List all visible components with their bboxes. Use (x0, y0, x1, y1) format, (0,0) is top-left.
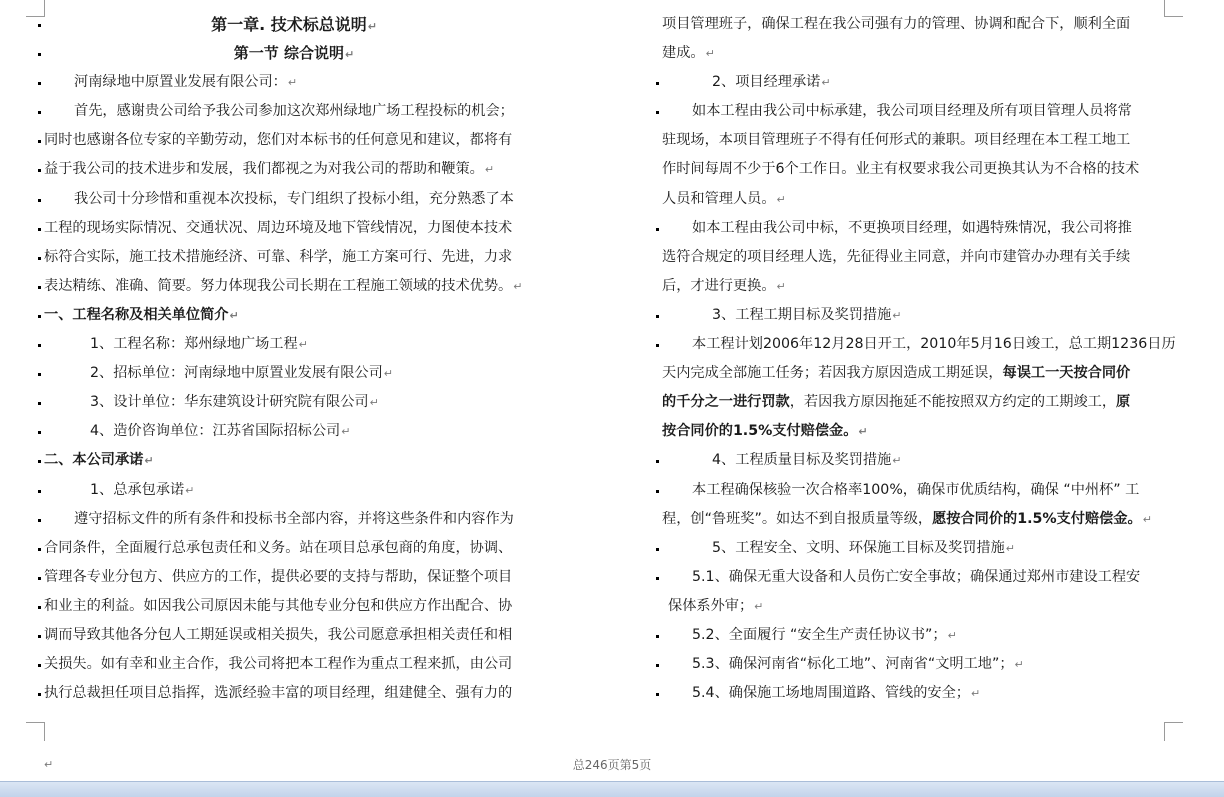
text-line (662, 621, 1172, 650)
status-bar (0, 781, 1224, 797)
line-text: 管理各专业分包方、供应方的工作，提供必要的支持与帮助，保证整个项目 (44, 568, 513, 585)
line-text: 驻现场，本项目管理班子不得有任何形式的兼职。项目经理在本工程工地工 (662, 132, 1131, 149)
text-line (44, 505, 544, 534)
text-line (44, 621, 544, 650)
text-line (662, 68, 1172, 97)
text-line (44, 97, 544, 126)
text-line (662, 155, 1172, 184)
line-text: 5.2、全面履行 “安全生产责任协议书”； (692, 626, 947, 643)
text-line (662, 10, 1172, 39)
line-text: 2、项目经理承诺 (712, 74, 821, 91)
text-line (44, 359, 544, 388)
text-line (662, 214, 1172, 243)
line-text: 建成。 (662, 45, 705, 62)
text-line (662, 301, 1172, 330)
line-text: 执行总裁担任项目总指挥，选派经验丰富的项目经理，组建健全、强有力的 (44, 685, 513, 702)
text-line (662, 446, 1172, 475)
right-text-column[interactable] (662, 10, 1176, 708)
line-text: 项目管理班子，确保工程在我公司强有力的管理、协调和配合下，顺利全面 (662, 16, 1131, 32)
line-text: 5、工程安全、文明、环保施工目标及奖罚措施 (712, 539, 1005, 556)
line-text-part: ，若因我方原因拖延不能按照双方约定的工期竣工， (789, 394, 1117, 411)
paragraph-mark: ↵ (947, 628, 957, 642)
line-text: 我公司十分珍惜和重视本次投标，专门组织了投标小组，充分熟悉了本 (74, 190, 514, 207)
paragraph-mark: ↵ (892, 454, 902, 468)
paragraph-mark: ↵ (776, 192, 786, 206)
text-line (662, 330, 1176, 359)
text-line (44, 446, 544, 475)
line-text: 1、工程名称：郑州绿地广场工程 (90, 336, 298, 353)
text-line (44, 126, 544, 155)
text-line (44, 243, 544, 272)
line-text-part: 愿按合同价的1.5%支付赔偿金。 (932, 510, 1142, 527)
paragraph-mark: ↵ (44, 758, 54, 771)
text-line (662, 650, 1172, 679)
text-line (44, 10, 544, 39)
paragraph-mark: ↵ (229, 308, 239, 322)
text-line (662, 592, 1172, 621)
left-text-column[interactable] (44, 10, 544, 708)
text-line (44, 417, 544, 446)
line-text: 二、本公司承诺 (44, 452, 144, 469)
text-line (662, 97, 1172, 126)
line-text: 河南绿地中原置业发展有限公司： (74, 74, 287, 91)
line-text: 表达精练、准确、简要。努力体现我公司长期在工程施工领域的技术优势。 (44, 277, 513, 294)
line-text-part: 的千分之一进行罚款 (662, 394, 790, 411)
text-line (44, 155, 544, 184)
text-line (662, 534, 1172, 563)
text-line (662, 563, 1172, 592)
line-text: 选符合规定的项目经理人选，先征得业主同意，并向市建管办办理有关手续 (662, 248, 1131, 265)
margin-corner-bottom-left (26, 722, 45, 741)
line-text: 1、总承包承诺 (90, 481, 185, 498)
text-line (44, 534, 544, 563)
margin-corner-top-left (26, 0, 45, 17)
text-line (662, 417, 1172, 446)
paragraph-mark: ↵ (383, 367, 393, 381)
line-text: 4、工程质量目标及奖罚措施 (712, 452, 892, 469)
line-text: 第一章. 技术标总说明 (211, 15, 367, 34)
line-text: 工程的现场实际情况、交通状况、周边环境及地下管线情况，力图使本技术 (44, 219, 513, 236)
margin-corner-bottom-right (1164, 722, 1183, 741)
text-line (44, 68, 544, 97)
text-line (662, 39, 1172, 68)
text-line (662, 359, 1172, 388)
text-line (44, 563, 544, 592)
paragraph-mark: ↵ (185, 483, 195, 497)
line-text-part: 程，创“鲁班奖”。如达不到自报质量等级， (662, 510, 933, 527)
paragraph-mark: ↵ (298, 338, 308, 352)
text-line (44, 301, 544, 330)
paragraph-mark: ↵ (345, 48, 355, 62)
text-line (662, 126, 1172, 155)
paragraph-mark: ↵ (892, 308, 902, 322)
text-line (44, 650, 544, 679)
line-text: 合同条件，全面履行总承包责任和义务。站在项目总承包商的角度，协调、 (44, 539, 513, 556)
text-line (44, 388, 544, 417)
text-line (44, 272, 544, 301)
line-text: 遵守招标文件的所有条件和投标书全部内容，并将这些条件和内容作为 (74, 510, 514, 527)
paragraph-mark: ↵ (369, 396, 379, 410)
line-text: 人员和管理人员。 (662, 190, 776, 207)
line-text: 第一节 综合说明 (233, 44, 344, 63)
line-text-part: 天内完成全部施工任务；若因我方原因造成工期延误， (662, 365, 1003, 382)
paragraph-mark: ↵ (821, 76, 831, 90)
paragraph-mark: ↵ (1014, 658, 1024, 672)
line-text: 如本工程由我公司中标承建，我公司项目经理及所有项目管理人员将常 (692, 103, 1132, 120)
line-text: 标符合实际，施工技术措施经济、可靠、科学，施工方案可行、先进，力求 (44, 248, 513, 265)
paragraph-mark: ↵ (754, 599, 764, 613)
text-line (44, 476, 544, 505)
line-text: 按合同价的1.5%支付赔偿金。 (662, 423, 858, 440)
line-text: 作时间每周不少于6个工作日。业主有权要求我公司更换其认为不合格的技术 (662, 161, 1140, 178)
text-line (662, 476, 1172, 505)
text-line (44, 679, 544, 708)
text-line (662, 243, 1172, 272)
paragraph-mark: ↵ (705, 47, 715, 61)
paragraph-mark: ↵ (776, 279, 786, 293)
line-text: 本工程计划2006年12月28日开工，2010年5月16日竣工，总工期1236日历 (692, 336, 1176, 353)
line-text: 后，才进行更换。 (662, 277, 776, 294)
line-text: 一、工程名称及相关单位简介 (44, 306, 229, 323)
text-line (662, 505, 1172, 534)
text-line (662, 388, 1172, 417)
line-text: 3、工程工期目标及奖罚措施 (712, 306, 892, 323)
text-line (44, 214, 544, 243)
text-line (44, 39, 544, 68)
line-text: 关损失。如有幸和业主合作，我公司将把本工程作为重点工程来抓，由公司 (44, 656, 513, 673)
line-text: 首先，感谢贵公司给予我公司参加这次郑州绿地广场工程投标的机会； (74, 103, 514, 120)
paragraph-mark: ↵ (144, 454, 154, 468)
text-line (662, 679, 1172, 708)
paragraph-mark: ↵ (513, 279, 523, 293)
paragraph-mark: ↵ (1005, 541, 1015, 555)
line-text-part: 原 (1116, 394, 1131, 411)
paragraph-mark: ↵ (287, 76, 298, 90)
paragraph-mark: ↵ (484, 163, 495, 177)
line-text: 同时也感谢各位专家的辛勤劳动，您们对本标书的任何意见和建议，都将有 (44, 132, 513, 149)
line-text: 如本工程由我公司中标，不更换项目经理，如遇特殊情况，我公司将推 (692, 219, 1132, 236)
line-text: 2、招标单位：河南绿地中原置业发展有限公司 (90, 365, 383, 382)
page-footer: 总246页第5页 (572, 758, 652, 772)
paragraph-mark: ↵ (341, 425, 351, 439)
line-text: 调而导致其他各分包人工期延误或相关损失，我公司愿意承担相关责任和相 (44, 626, 513, 643)
paragraph-mark: ↵ (367, 20, 377, 33)
text-line (44, 330, 544, 359)
line-text: 和业主的利益。如因我公司原因未能与其他专业分包和供应方作出配合、协 (44, 597, 513, 614)
line-text: 5.1、确保无重大设备和人员伤亡安全事故；确保通过郑州市建设工程安 (692, 568, 1141, 585)
line-text: 本工程确保核验一次合格率100%，确保市优质结构，确保 “中州杯” 工 (692, 481, 1140, 498)
text-line (44, 592, 544, 621)
text-line (662, 272, 1172, 301)
line-text: 5.3、确保河南省“标化工地”、河南省“文明工地”； (692, 656, 1014, 673)
paragraph-mark: ↵ (970, 687, 981, 701)
line-text: 3、设计单位：华东建筑设计研究院有限公司 (90, 394, 369, 411)
text-line (44, 185, 544, 214)
line-text: 保体系外审； (668, 597, 754, 614)
line-text: 益于我公司的技术进步和发展，我们都视之为对我公司的帮助和鞭策。 (44, 161, 484, 178)
line-text: 5.4、确保施工场地周围道路、管线的安全； (692, 685, 970, 702)
paragraph-mark: ↵ (858, 425, 868, 439)
line-text-part: 每误工一天按合同价 (1002, 365, 1131, 382)
text-line (662, 185, 1172, 214)
line-text: 4、造价咨询单位：江苏省国际招标公司 (90, 423, 341, 440)
paragraph-mark: ↵ (1142, 512, 1152, 526)
